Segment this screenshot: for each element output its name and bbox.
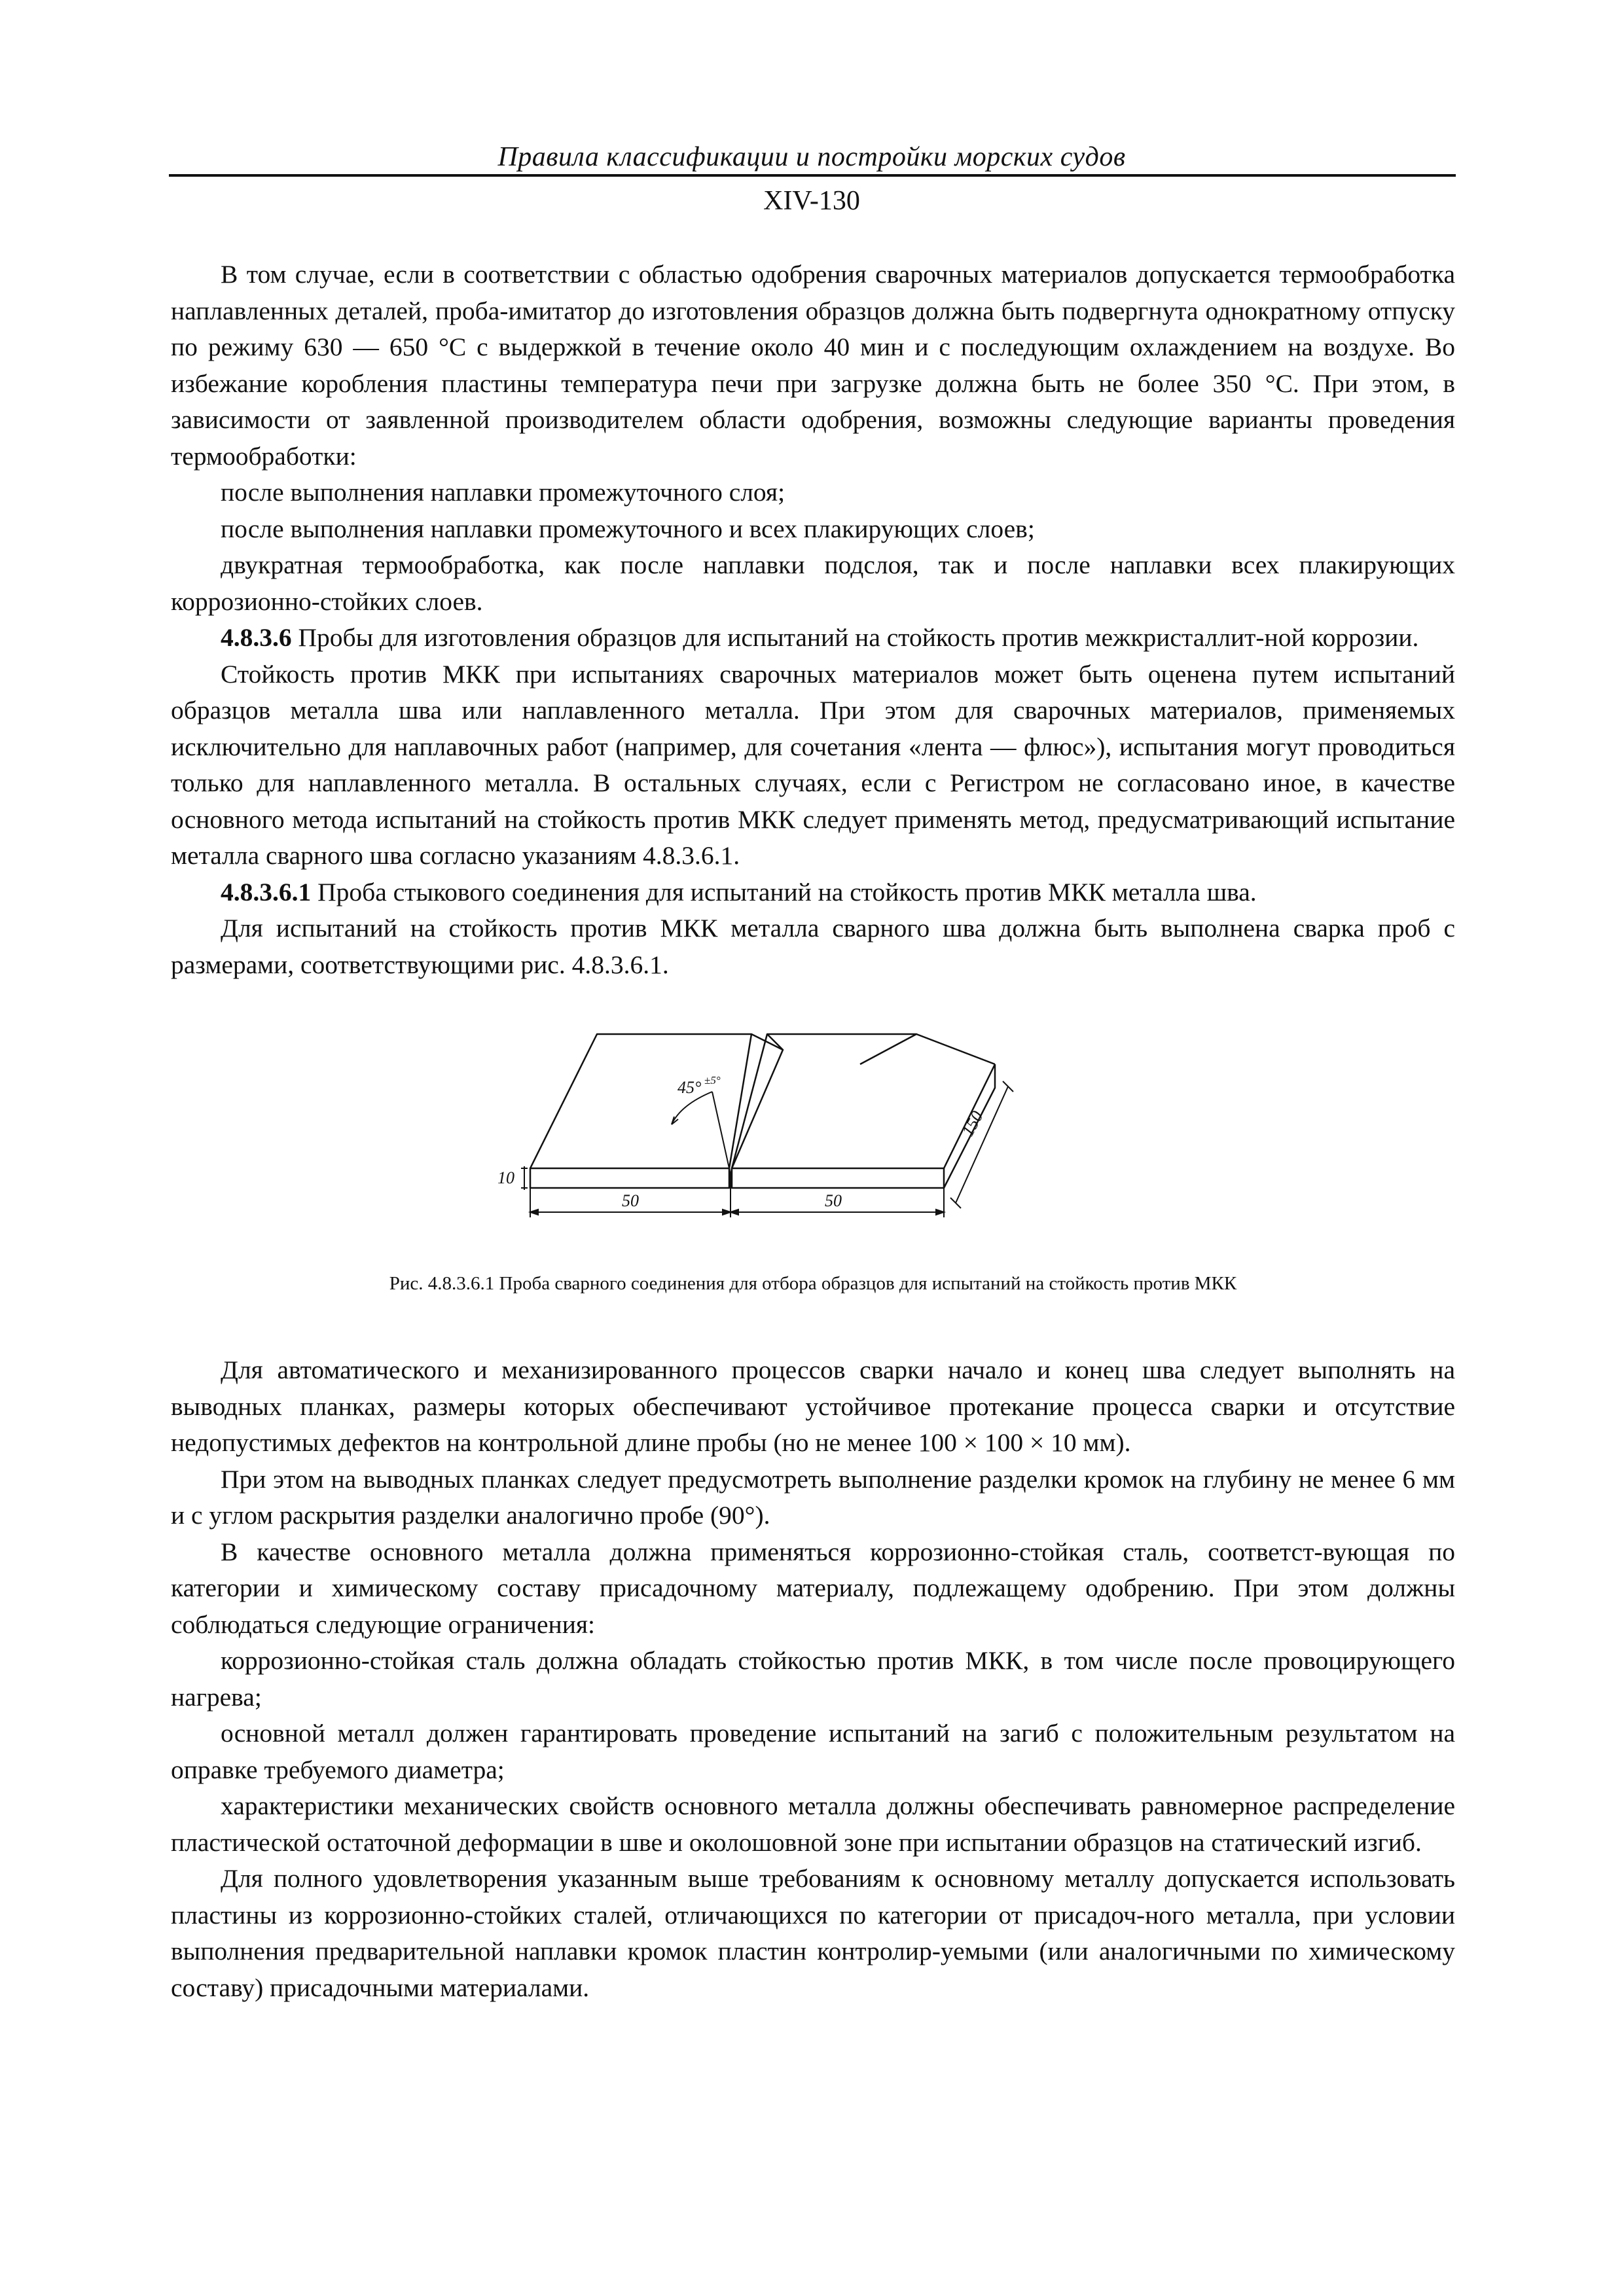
- text-block-upper: [171, 257, 1455, 983]
- thickness-label: 10: [497, 1168, 514, 1187]
- figure-caption: Рис. 4.8.3.6.1 Проба сварного соединения для отбора образцов для испытаний на стойкость против МКК: [389, 1273, 1237, 1294]
- groove-bottom: [729, 1168, 732, 1178]
- text-block-lower: [171, 1352, 1455, 2006]
- plate-left-top: [530, 1034, 751, 1168]
- option-item: после выполнения наплавки промежуточного слоя;: [221, 478, 785, 507]
- groove-right-bevel: [767, 1034, 783, 1050]
- paragraph-sample-size: Для испытаний на стойкость против МКК металла сварного шва должна быть выполнена сварка проб с размерами, соответствующими рис. 4.8.3.6.1.: [171, 914, 1455, 979]
- clause-text: Пробы для изготовления образцов для испытаний на стойкость против межкристаллит-ной коррозии.: [291, 623, 1419, 652]
- clause-number: 4.8.3.6.1: [221, 877, 312, 906]
- page-number: XIV-130: [763, 186, 860, 216]
- clause-text: Проба стыкового соединения для испытаний на стойкость против МКК металла шва.: [311, 877, 1257, 906]
- option-item: двукратная термообработка, как после наплавки подслоя, так и после наплавки всех плакирующих коррозионно-стойких слоев.: [171, 550, 1455, 616]
- header-rule: [169, 174, 1456, 177]
- plate-left-front: [530, 1168, 729, 1188]
- clause-number: 4.8.3.6: [221, 623, 292, 652]
- paragraph-plates: Для полного удовлетворения указанным выше требованиям к основному металлу допускается использовать пластины из коррозионно-стойких сталей, отличающихся по категории от присадоч-ного металла, при условии выполнения предварительной наплавки кромок пластин контролир-уемыми (или аналогичными по химическому составу) присадочными материалами.: [171, 1864, 1455, 2002]
- width-right-label: 50: [825, 1191, 842, 1210]
- plate-right-front: [732, 1168, 944, 1188]
- angle-ray: [712, 1092, 729, 1168]
- plate-right-top: [732, 1034, 916, 1168]
- paragraph-base-metal: В качестве основного металла должна применяться коррозионно-стойкая сталь, соответст-вующая по категории и химическому составу присадочному материалу, подлежащему одобрению. При этом должны соблюдаться следующие ограничения:: [171, 1537, 1455, 1639]
- paragraph-edge-prep: При этом на выводных планках следует предусмотреть выполнение разделки кромок на глубину не менее 6 мм и с углом раскрытия разделки аналогично пробе (90°).: [171, 1464, 1455, 1530]
- option-item: после выполнения наплавки промежуточного и всех плакирующих слоев;: [221, 514, 1035, 543]
- width-left-label: 50: [622, 1191, 639, 1210]
- restriction-item: основной металл должен гарантировать проведение испытаний на загиб с положительным результатом на оправке требуемого диаметра;: [171, 1719, 1455, 1784]
- paragraph-ikk-method: Стойкость против МКК при испытаниях сварочных материалов может быть оценена путем испытаний образцов металла шва или наплавленного металла. При этом для сварочных материалов, применяемых исключительно для наплавочных работ (например, для сочетания «лента — флюс»), испытания могут проводиться только для наплавленного металла. В остальных случаях, если с Регистром не согласовано иное, в качестве основного метода испытаний на стойкость против МКК следует применять метод, предусматривающий испытание металла сварного шва согласно указаниям 4.8.3.6.1.: [171, 659, 1455, 870]
- length-label: 150: [958, 1107, 987, 1139]
- running-title: Правила классификации и постройки морских судов: [497, 142, 1126, 172]
- angle-label: 45°: [677, 1078, 702, 1097]
- paragraph-run-off-tabs: Для автоматического и механизированного процессов сварки начало и конец шва следует выполнять на выводных планках, размеры которых обеспечивают устойчивое протекание процесса сварки и отсутствие недопустимых дефектов на контрольной длине пробы (но не менее 100 × 100 × 10 мм).: [171, 1355, 1455, 1457]
- paragraph-heat-treatment: В том случае, если в соответствии с областью одобрения сварочных материалов допускается термообработка наплавленных деталей, проба-имитатор до изготовления образцов должна быть подвергнута однократному отпуску по режиму 630 — 650 °C с выдержкой в течение около 40 мин и с последующим охлаждением на воздухе. Во избежание коробления пластины температура печи при загрузке должна быть не более 350 °C. При этом, в зависимости от заявленной производителем области одобрения, возможны следующие варианты проведения термообработки:: [171, 260, 1455, 471]
- angle-tolerance: ±5°: [704, 1074, 721, 1086]
- weld-sample-figure: [458, 1021, 1087, 1237]
- clause-4-8-3-6-1: [171, 874, 1455, 911]
- groove-left-bevel: [732, 1034, 783, 1168]
- restriction-item: коррозионно-стойкая сталь должна обладать стойкостью против МКК, в том числе после провоцирующего нагрева;: [171, 1646, 1455, 1712]
- restriction-item: характеристики механических свойств основного металла должны обеспечивать равномерное распределение пластической остаточной деформации в шве и околошовной зоне при испытании образцов на статический изгиб.: [171, 1791, 1455, 1857]
- clause-4-8-3-6: [171, 620, 1455, 656]
